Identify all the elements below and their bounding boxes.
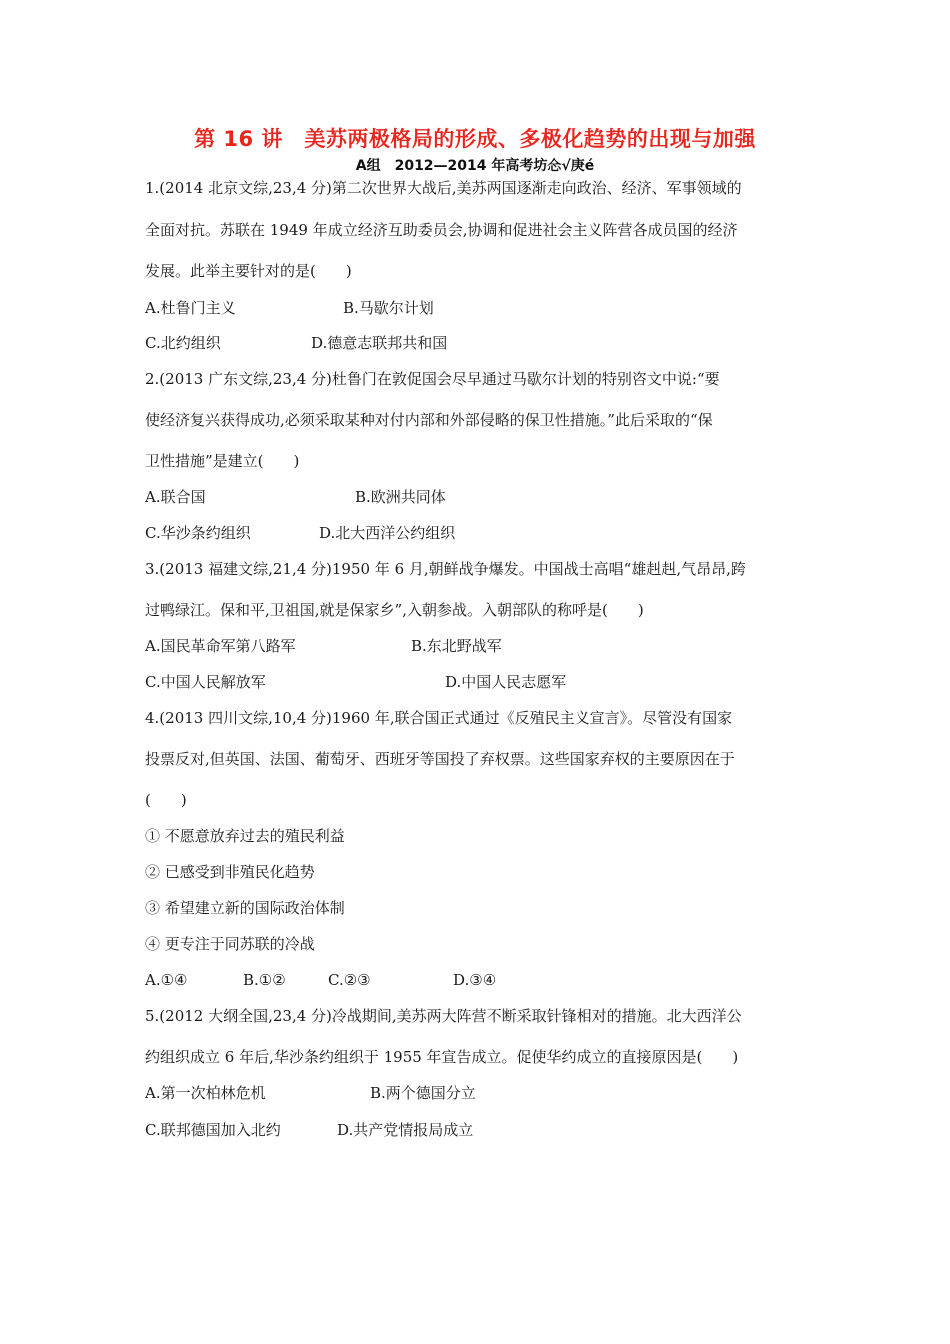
question-4-option-b: B.①② [243, 971, 286, 989]
question-2-option-a: A.联合国 [145, 488, 206, 506]
question-4-statement-3: ③ 希望建立新的国际政治体制 [145, 899, 345, 917]
question-2-option-b: B.欧洲共同体 [355, 488, 446, 506]
question-5-line-2: 约组织成立 6 年后,华沙条约组织于 1955 年宣告成立。促使华约成立的直接原因是( ) [145, 1048, 739, 1066]
question-4-line-1: 4.(2013 四川文综,10,4 分)1960 年,联合国正式通过《反殖民主义宣言》。尽管没有国家 [145, 709, 733, 727]
question-3-option-d: D.中国人民志愿军 [445, 673, 567, 691]
question-4-option-a: A.①④ [145, 971, 188, 989]
question-1-option-c: C.北约组织 [145, 334, 221, 352]
question-4-option-c: C.②③ [328, 971, 371, 989]
question-4-option-d: D.③④ [453, 971, 497, 989]
question-2-line-3: 卫性措施”是建立( ) [145, 452, 300, 470]
question-4-line-3: ( ) [145, 791, 187, 809]
question-3-line-1: 3.(2013 福建文综,21,4 分)1950 年 6 月,朝鲜战争爆发。中国战士高唱“雄赳赳,气昂昂,跨 [145, 560, 746, 578]
section-subtitle: A组 2012—2014 年高考坊𢗁√庚é [355, 158, 595, 174]
question-5-option-d: D.共产党情报局成立 [337, 1121, 474, 1139]
question-3-option-a: A.国民革命军第八路军 [145, 637, 296, 655]
question-5-option-a: A.第一次柏林危机 [145, 1084, 266, 1102]
question-3-option-b: B.东北野战军 [411, 637, 502, 655]
question-3-line-2: 过鸭绿江。保和平,卫祖国,就是保家乡”,入朝参战。入朝部队的称呼是( ) [145, 601, 644, 619]
question-4-statement-2: ② 已感受到非殖民化趋势 [145, 863, 315, 881]
question-2-option-d: D.北大西洋公约组织 [319, 524, 456, 542]
page-title: 第 16 讲 美苏两极格局的形成、多极化趋势的出现与加强 [194, 127, 756, 151]
question-4-statement-1: ① 不愿意放弃过去的殖民利益 [145, 827, 345, 845]
question-1-line-3: 发展。此举主要针对的是( ) [145, 262, 352, 280]
question-4-line-2: 投票反对,但英国、法国、葡萄牙、西班牙等国投了弃权票。这些国家弃权的主要原因在于 [145, 750, 735, 768]
question-1-option-a: A.杜鲁门主义 [145, 299, 236, 317]
question-2-line-2: 使经济复兴获得成功,必须采取某种对付内部和外部侵略的保卫性措施。”此后采取的“保 [145, 411, 713, 429]
question-5-option-c: C.联邦德国加入北约 [145, 1121, 281, 1139]
question-5-option-b: B.两个德国分立 [370, 1084, 476, 1102]
question-1-option-b: B.马歇尔计划 [343, 299, 434, 317]
question-1-line-2: 全面对抗。苏联在 1949 年成立经济互助委员会,协调和促进社会主义阵营各成员国的经济 [145, 221, 738, 239]
question-1-option-d: D.德意志联邦共和国 [311, 334, 448, 352]
question-3-option-c: C.中国人民解放军 [145, 673, 266, 691]
question-5-line-1: 5.(2012 大纲全国,23,4 分)冷战期间,美苏两大阵营不断采取针锋相对的措施。北大西洋公 [145, 1007, 742, 1025]
question-2-option-c: C.华沙条约组织 [145, 524, 251, 542]
question-4-statement-4: ④ 更专注于同苏联的冷战 [145, 935, 315, 953]
question-1-line-1: 1.(2014 北京文综,23,4 分)第二次世界大战后,美苏两国逐渐走向政治、经济、军事领域的 [145, 179, 742, 197]
question-2-line-1: 2.(2013 广东文综,23,4 分)杜鲁门在敦促国会尽早通过马歇尔计划的特别咨文中说:“要 [145, 370, 720, 388]
